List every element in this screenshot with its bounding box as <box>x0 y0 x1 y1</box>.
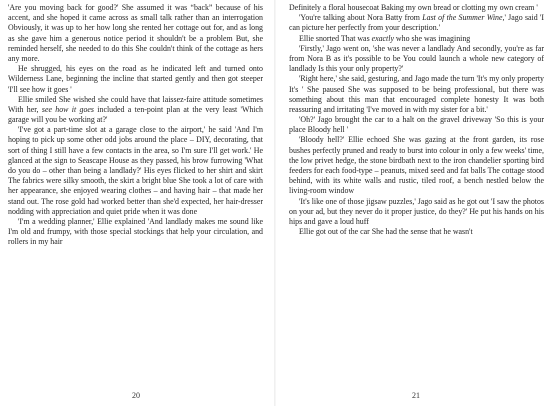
right-page-number: 21 <box>412 391 420 400</box>
text-run: ,' Jago said 'I can picture her perfectly from your description.' <box>289 13 544 33</box>
book-gutter <box>274 0 276 406</box>
text-run: Ellie smiled She wished she could have that laissez-faire attitude sometimes With her, <box>8 94 263 114</box>
text-run: 'Right here,' she said, gesturing, and Jago made the turn 'It's my only property It's ' She paused She was supposed to be being professional, but there was something about this man that encouraged complete honesty It was both reassuring and irritating 'I've moved in with my sister for a bit.' <box>289 74 544 114</box>
left-page-paragraph <box>8 125 263 217</box>
right-page-paragraph <box>289 44 544 75</box>
text-run: 'Firstly,' Jago went on, 'she was never a landlady And secondly, you're as far from Nora B as it's possible to be You could launch a whole new category of landlady Is this your only property?' <box>289 43 544 74</box>
right-page-paragraph <box>289 115 544 135</box>
left-page-paragraph <box>8 3 263 64</box>
right-page-paragraph <box>289 3 544 13</box>
text-run: Ellie got out of the car She had the sense that he wasn't <box>299 227 473 237</box>
text-run: 'I've got a part-time slot at a garage close to the airport,' he said 'And I'm hoping to pick up some other odd jobs around the place – DIY, decorating, that sort of thing I still have a few contacts in the area, so I'm sure I'll get work.' He glanced at the sign to Seascape House as they passed, his brow furrowing 'What do you do – other than being a landlady?' His eyes flicked to her shirt and skirt The fabrics were silky smooth, the skirt a bright blue She took a lot of care with her appearance, she enjoyed wearing clothes – and having hair – that made her stand out. The rose gold had worked better than she'd expected, her hair-dresser nodding with appreciation and quiet pride when it was done <box>8 125 263 216</box>
italic-text: Last of the Summer Wine <box>422 13 503 23</box>
left-page <box>8 3 263 383</box>
right-page-paragraph <box>289 227 544 237</box>
text-run: He shrugged, his eyes on the road as he indicated left and turned onto Wilderness Lane, beginning the incline that started gently and then got steeper 'I'll see how it goes ' <box>8 64 263 94</box>
right-page <box>289 3 544 383</box>
italic-text: exactly <box>371 33 394 43</box>
text-run: Definitely a floral housecoat Baking my own bread or clotting my own cream ' <box>289 3 538 12</box>
right-page-paragraph <box>289 135 544 196</box>
right-page-paragraph <box>289 34 544 44</box>
right-page-paragraph <box>289 13 544 33</box>
left-page-paragraph <box>8 217 263 248</box>
text-run: Ellie snorted That was <box>299 33 372 43</box>
text-run: 'You're talking about Nora Batty from <box>299 13 423 23</box>
text-run: 'It's like one of those jigsaw puzzles,' Jago said as he got out 'I saw the photos on your ad, but they never do it proper justice, do they?' He put his hands on his hips and gave a loud huff <box>289 196 544 226</box>
right-page-paragraph <box>289 197 544 228</box>
left-page-paragraph <box>8 95 263 126</box>
text-run: included a ten-point plan at the very least 'Which garage will you be working at?' <box>8 104 263 125</box>
left-page-paragraph <box>8 64 263 95</box>
text-run: 'Bloody hell?' Ellie echoed She was gazing at the front garden, its rose bushes perfectly pruned and ready to burst into colour in only a few weeks' time, the low privet hedge, the stone birdbath next to the iron chandelier sporting bird feeders for each food-type – peanuts, mixed seed and fat balls The cottage stood behind, with its white walls and rustic, tiled roof, a bench nestled below the living-room window <box>289 135 544 196</box>
right-page-paragraph <box>289 74 544 115</box>
text-run: 'I'm a wedding planner,' Ellie explained 'And landlady makes me sound like I'm old and frumpy, with those special stockings that help your circulation, and rollers in my hair <box>8 216 263 247</box>
text-run: who she was imagining <box>393 33 471 43</box>
italic-text: see how it goes <box>41 104 94 114</box>
left-page-number: 20 <box>132 391 140 400</box>
text-run: 'Oh?' Jago brought the car to a halt on the gravel driveway 'So this is your place Bloody hell ' <box>289 115 544 135</box>
text-run: 'Are you moving back for good?' She assumed it was “back” because of his accent, and she hoped it came across as small talk rather than an interrogation Obviously, it was up to her how long she rented her cottage out for, and as long as she gave him a generous notice period it shouldn't be a problem But, she reminded herself, she needed to do this She couldn't think of the cottage as hers any more. <box>8 3 263 63</box>
